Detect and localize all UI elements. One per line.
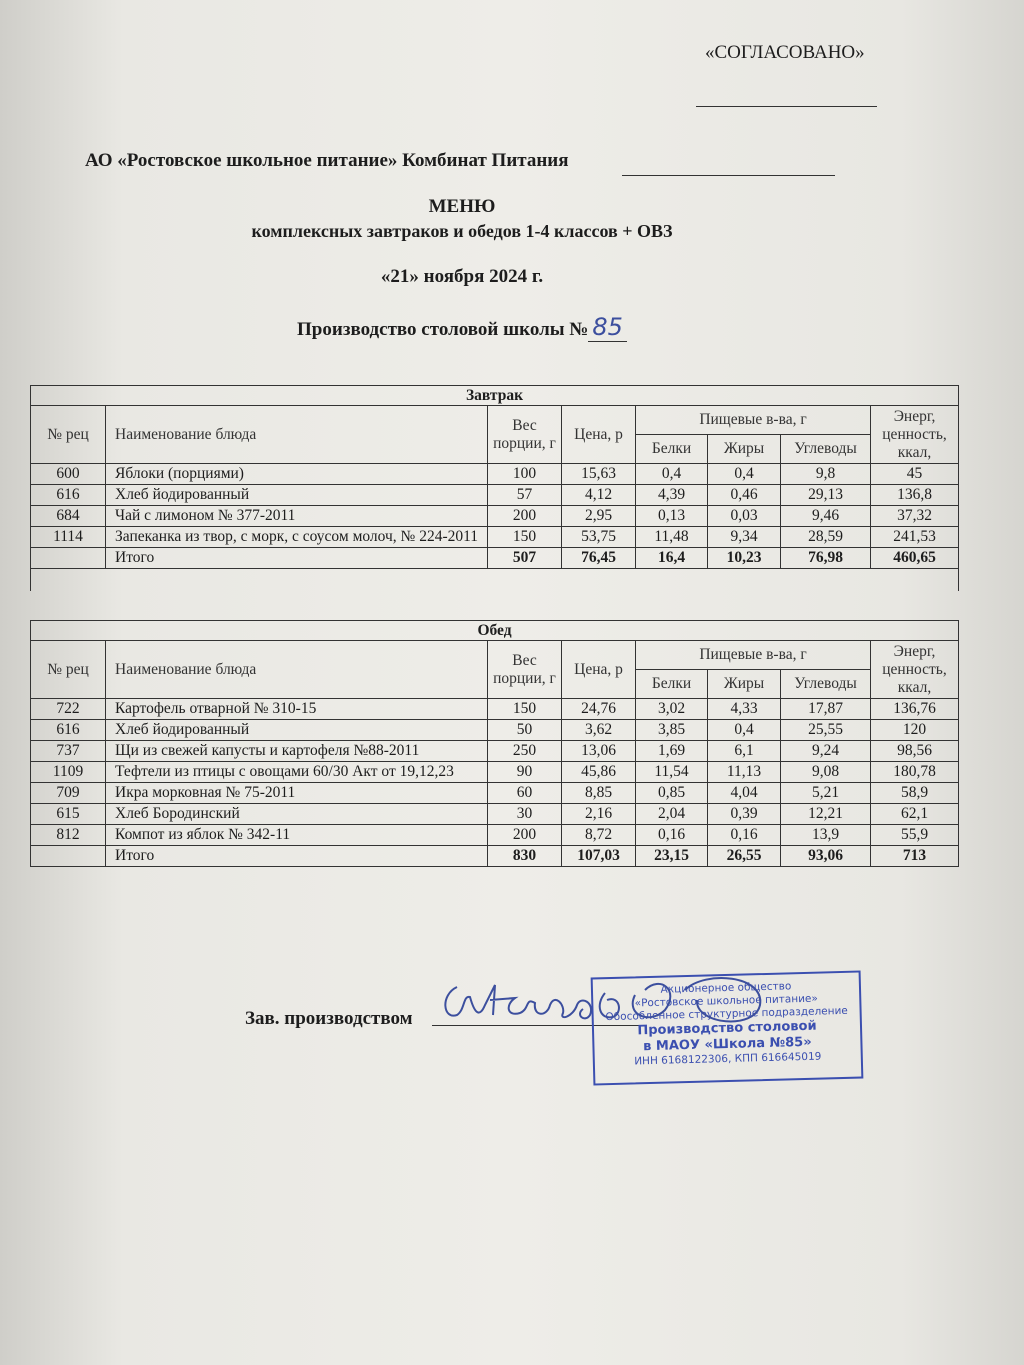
table-cell: 0,16 [708, 825, 781, 846]
table-cell: 11,54 [636, 762, 708, 783]
total-row [31, 548, 959, 569]
signature-label: Зав. производством [245, 1008, 413, 1029]
table-cell: 15,63 [562, 464, 636, 485]
menu-date: «21» ноября 2024 г. [380, 266, 544, 287]
table-cell: 9,46 [781, 506, 871, 527]
table-cell: 9,34 [708, 527, 781, 548]
table-cell: 100 [488, 464, 562, 485]
approval-signature-line [696, 106, 877, 107]
table-cell: 616 [31, 485, 106, 506]
col-protein: Белки [636, 670, 708, 699]
breakfast-table [30, 385, 959, 591]
table-cell: 136,8 [871, 485, 959, 506]
total-cell [31, 846, 106, 867]
col-weight: Вес порции, г [488, 641, 562, 699]
table-cell: 62,1 [871, 804, 959, 825]
total-cell: 107,03 [562, 846, 636, 867]
table-cell: Хлеб йодированный [106, 485, 488, 506]
col-energy: Энерг, ценность, ккал, [871, 406, 959, 464]
table-cell: 5,21 [781, 783, 871, 804]
col-nutrients: Пищевые в-ва, г [636, 641, 871, 670]
section-title: Завтрак [31, 386, 959, 406]
col-carbs: Углеводы [781, 670, 871, 699]
table-cell: 58,9 [871, 783, 959, 804]
table-cell: Икра морковная № 75-2011 [106, 783, 488, 804]
school-number: 85 [588, 313, 627, 342]
table-cell: Тефтели из птицы с овощами 60/30 Акт от 19,12,23 [106, 762, 488, 783]
table-cell: 709 [31, 783, 106, 804]
table-cell: 55,9 [871, 825, 959, 846]
stamp-line: «Ростовское школьное питание» [634, 992, 819, 1010]
table-cell: 13,9 [781, 825, 871, 846]
table-cell: 250 [488, 741, 562, 762]
table-cell: 90 [488, 762, 562, 783]
table-cell: Картофель отварной № 310-15 [106, 699, 488, 720]
stamp-line: в МАОУ «Школа №85» [642, 1034, 812, 1055]
table-cell: Запеканка из твор, с морк, с соусом молоч, № 224-2011 [106, 527, 488, 548]
table-cell: 200 [488, 506, 562, 527]
table-cell: 30 [488, 804, 562, 825]
table-cell: 2,04 [636, 804, 708, 825]
table-cell: 0,16 [636, 825, 708, 846]
table-cell: 0,46 [708, 485, 781, 506]
col-fat: Жиры [708, 670, 781, 699]
total-cell: 23,15 [636, 846, 708, 867]
table-cell: 24,76 [562, 699, 636, 720]
table-row [31, 485, 959, 506]
table-cell: 8,85 [562, 783, 636, 804]
spacer-cell [31, 569, 959, 592]
total-cell: 26,55 [708, 846, 781, 867]
col-rec: № рец [31, 641, 106, 699]
stamp-line: Обособленное структурное подразделение [605, 1004, 848, 1024]
table-cell: 136,76 [871, 699, 959, 720]
organization-name: АО «Ростовское школьное питание» Комбинат Питания [85, 150, 569, 171]
table-cell: 0,4 [708, 720, 781, 741]
total-cell: 76,45 [562, 548, 636, 569]
total-cell [31, 548, 106, 569]
table-row [31, 720, 959, 741]
total-cell: Итого [106, 548, 488, 569]
table-cell: Хлеб Бородинский [106, 804, 488, 825]
table-cell: 45 [871, 464, 959, 485]
total-cell: 830 [488, 846, 562, 867]
col-weight: Вес порции, г [488, 406, 562, 464]
table-cell: 1,69 [636, 741, 708, 762]
table-cell: 9,08 [781, 762, 871, 783]
table-cell: 6,1 [708, 741, 781, 762]
table-cell: 25,55 [781, 720, 871, 741]
table-cell: 615 [31, 804, 106, 825]
table-cell: 8,72 [562, 825, 636, 846]
table-row [31, 741, 959, 762]
table-cell: 13,06 [562, 741, 636, 762]
table-cell: 2,95 [562, 506, 636, 527]
col-rec: № рец [31, 406, 106, 464]
table-cell: 50 [488, 720, 562, 741]
col-nutrients: Пищевые в-ва, г [636, 406, 871, 435]
table-cell: 722 [31, 699, 106, 720]
total-cell: 507 [488, 548, 562, 569]
table-cell: Яблоки (порциями) [106, 464, 488, 485]
table-cell: 737 [31, 741, 106, 762]
table-cell: 241,53 [871, 527, 959, 548]
table-cell: 120 [871, 720, 959, 741]
total-row [31, 846, 959, 867]
table-cell: 150 [488, 527, 562, 548]
table-cell: 3,85 [636, 720, 708, 741]
table-cell: Щи из свежей капусты и картофеля №88-2011 [106, 741, 488, 762]
table-cell: 37,32 [871, 506, 959, 527]
table-cell: 9,8 [781, 464, 871, 485]
stamp-line: Производство столовой [637, 1018, 817, 1039]
table-cell: 0,13 [636, 506, 708, 527]
table-cell: 9,24 [781, 741, 871, 762]
table-cell: 812 [31, 825, 106, 846]
table-cell: 684 [31, 506, 106, 527]
production-line [0, 313, 924, 341]
table-cell: 600 [31, 464, 106, 485]
table-cell: 17,87 [781, 699, 871, 720]
table-cell: 28,59 [781, 527, 871, 548]
table-cell: Чай с лимоном № 377-2011 [106, 506, 488, 527]
approval-heading: «СОГЛАСОВАНО» [705, 42, 865, 63]
spacer-row [31, 569, 959, 592]
total-cell: 93,06 [781, 846, 871, 867]
table-cell: 60 [488, 783, 562, 804]
table-row [31, 699, 959, 720]
table-cell: 3,62 [562, 720, 636, 741]
table-row [31, 783, 959, 804]
table-row [31, 464, 959, 485]
total-cell: 713 [871, 846, 959, 867]
col-price: Цена, р [562, 406, 636, 464]
col-name: Наименование блюда [106, 406, 488, 464]
section-title: Обед [31, 621, 959, 641]
document-title: МЕНЮ [428, 196, 496, 217]
table-cell: 98,56 [871, 741, 959, 762]
table-cell: 4,33 [708, 699, 781, 720]
table-cell: 4,04 [708, 783, 781, 804]
table-cell: 150 [488, 699, 562, 720]
table-cell: 11,48 [636, 527, 708, 548]
col-fat: Жиры [708, 435, 781, 464]
col-price: Цена, р [562, 641, 636, 699]
table-cell: Компот из яблок № 342-11 [106, 825, 488, 846]
col-name: Наименование блюда [106, 641, 488, 699]
total-cell: 460,65 [871, 548, 959, 569]
table-row [31, 804, 959, 825]
table-cell: 3,02 [636, 699, 708, 720]
document-subtitle: комплексных завтраков и обедов 1-4 классов + ОВЗ [251, 221, 673, 241]
table-cell: 4,39 [636, 485, 708, 506]
col-energy: Энерг, ценность, ккал, [871, 641, 959, 699]
table-cell: Хлеб йодированный [106, 720, 488, 741]
table-cell: 2,16 [562, 804, 636, 825]
col-protein: Белки [636, 435, 708, 464]
table-cell: 11,13 [708, 762, 781, 783]
table-cell: 0,39 [708, 804, 781, 825]
table-cell: 12,21 [781, 804, 871, 825]
production-label: Производство столовой школы № [297, 319, 589, 340]
col-carbs: Углеводы [781, 435, 871, 464]
table-cell: 0,03 [708, 506, 781, 527]
total-cell: 76,98 [781, 548, 871, 569]
total-cell: 10,23 [708, 548, 781, 569]
table-cell: 53,75 [562, 527, 636, 548]
table-row [31, 527, 959, 548]
table-cell: 200 [488, 825, 562, 846]
table-row [31, 825, 959, 846]
handwritten-signature [435, 965, 785, 1035]
lunch-table [30, 620, 959, 867]
table-cell: 616 [31, 720, 106, 741]
table-cell: 29,13 [781, 485, 871, 506]
table-cell: 0,4 [636, 464, 708, 485]
table-row [31, 762, 959, 783]
table-cell: 180,78 [871, 762, 959, 783]
stamp-ids: ИНН 6168122306, КПП 616645019 [634, 1050, 822, 1068]
table-cell: 0,85 [636, 783, 708, 804]
table-cell: 1109 [31, 762, 106, 783]
organization-line [622, 175, 835, 176]
table-cell: 4,12 [562, 485, 636, 506]
total-cell: 16,4 [636, 548, 708, 569]
stamp-line: Акционерное общество [660, 980, 792, 996]
total-cell: Итого [106, 846, 488, 867]
table-cell: 45,86 [562, 762, 636, 783]
table-cell: 0,4 [708, 464, 781, 485]
table-row [31, 506, 959, 527]
table-cell: 57 [488, 485, 562, 506]
table-cell: 1114 [31, 527, 106, 548]
